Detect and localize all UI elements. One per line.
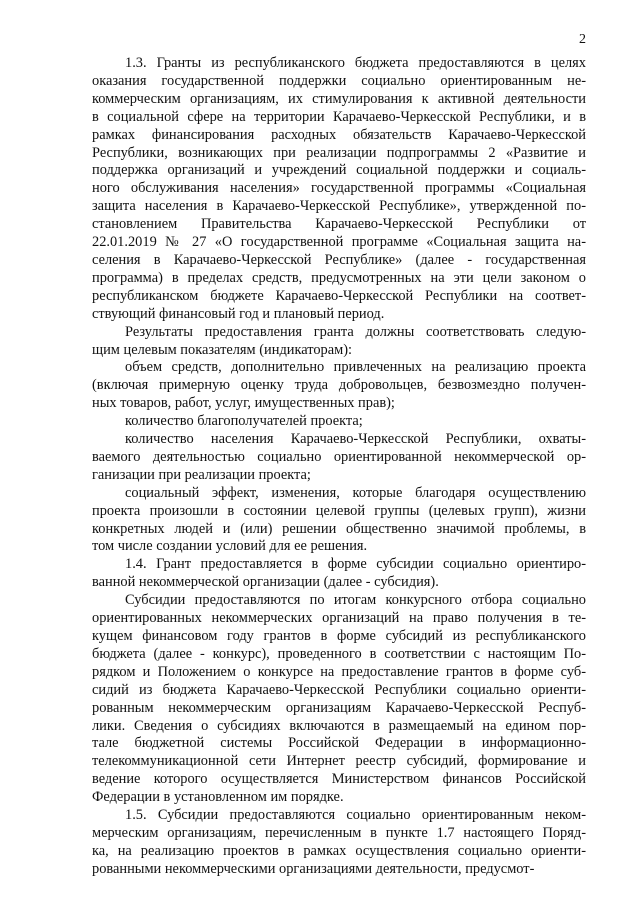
text-line: 1.5. Субсидии предоставляются социально ориентированным неком-: [125, 807, 586, 824]
text-line: мерческим организациям, перечисленным в пункте 1.7 настоящего Поряд-: [92, 824, 586, 841]
text-line: поддержка организаций и учреждений социальной поддержки и социаль-: [92, 162, 586, 179]
text-line: ведение которого осуществляется Министерством финансов Российской: [92, 771, 586, 788]
text-line: бюджета (далее - конкурс), проведенного в соответствии с настоящим По-: [92, 645, 586, 662]
text-line: селения в Карачаево-Черкесской Республике» (далее - государственная: [92, 251, 586, 268]
text-line: оказания государственной поддержки социально ориентированным не-: [92, 72, 586, 89]
text-line: становлением Правительства Карачаево-Черкесской Республики от: [92, 216, 586, 233]
text-line: Республики, возникающих при реализации подпрограммы 2 «Развитие и: [92, 144, 586, 161]
text-line: проекта произошли в состоянии целевой группы (целевых групп), жизни: [92, 502, 586, 519]
paragraph-p-subsidies: [92, 592, 586, 807]
text-line: (включая примерную оценку труда добровольцев, безвозмездно получен-: [92, 377, 586, 394]
paragraph-p-beneficiaries: [92, 413, 586, 431]
paragraph-p-effect: [92, 485, 586, 557]
text-line: социальный эффект, изменения, которые благодаря осуществлению: [125, 484, 586, 501]
text-line: ванной некоммерческой организации (далее - субсидия).: [92, 574, 439, 591]
text-line: ных товаров, работ, услуг, имущественных прав);: [92, 395, 395, 412]
text-line: рядком и Положением о конкурсе на предоставление грантов в форме суб-: [92, 663, 586, 680]
text-line: количество благополучателей проекта;: [125, 413, 363, 430]
text-line: 22.01.2019 № 27 «О государственной программе «Социальная защита на-: [92, 234, 586, 251]
document-body: [92, 55, 586, 879]
text-line: Субсидии предоставляются по итогам конкурсного отбора социально: [125, 592, 586, 609]
text-line: ориентированных некоммерческих организаций на право получения в те-: [92, 610, 586, 627]
text-line: в социальной сфере на территории Карачаево-Черкесской Республики, и в: [92, 108, 586, 125]
text-line: ганизации при реализации проекта;: [92, 466, 311, 483]
paragraph-p-1-5: [92, 807, 586, 879]
text-line: конкретных людей и (или) решении общественно значимой проблемы, в: [92, 520, 586, 537]
text-line: ного обслуживания населения» государственной программы «Социальная: [92, 180, 586, 197]
text-line: количество населения Карачаево-Черкесской Республики, охваты-: [125, 431, 586, 448]
text-line: коммерческим организациям, их стимулирования к активной деятельности: [92, 90, 586, 107]
paragraph-p-results: [92, 324, 586, 360]
page-number: 2: [579, 32, 586, 47]
text-line: ваемого деятельностью социально ориентированной некоммерческой ор-: [92, 448, 586, 465]
paragraph-p-volume: [92, 359, 586, 413]
text-line: Результаты предоставления гранта должны соответствовать следую-: [125, 323, 586, 340]
text-line: том числе создании условий для ее решения.: [92, 538, 368, 555]
text-line: 1.4. Грант предоставляется в форме субсидии социально ориентиро-: [125, 556, 586, 573]
text-line: ка, на реализацию проектов в рамках осуществления социально ориенти-: [92, 842, 586, 859]
text-line: кущем финансовом году грантов в форме субсидий из республиканского: [92, 628, 586, 644]
text-line: щим целевым показателям (индикаторам):: [92, 341, 353, 358]
text-line: республиканском бюджете Карачаево-Черкесской Республики на соответ-: [92, 287, 586, 304]
text-line: сидий из бюджета Карачаево-Черкесской Республики социально ориенти-: [92, 681, 586, 698]
text-line: программа) в пределах средств, предусмотренных на эти цели законом о: [92, 269, 586, 286]
text-line: рамках финансирования расходных обязательств Карачаево-Черкесской: [92, 126, 586, 143]
text-line: телекоммуникационной сети Интернет реестр субсидий, формирование и: [92, 753, 586, 770]
paragraph-p-1-4: [92, 556, 586, 592]
paragraph-p-1-3: [92, 55, 586, 324]
text-line: ствующий финансовый год и плановый период.: [92, 305, 385, 322]
text-line: рованными некоммерческими организациями деятельности, предусмот-: [92, 860, 535, 877]
text-line: рованным некоммерческим организациям Карачаево-Черкесской Респуб-: [92, 699, 586, 716]
text-line: тале бюджетной системы Российской Федерации в информационно-: [92, 735, 586, 752]
text-line: объем средств, дополнительно привлеченных на реализацию проекта: [125, 359, 586, 376]
text-line: лики. Сведения о субсидиях включаются в размещаемый на едином пор-: [92, 717, 586, 734]
text-line: Федерации в установленном им порядке.: [92, 789, 344, 806]
text-line: защита населения в Карачаево-Черкесской Республике», утвержденной по-: [92, 198, 586, 215]
paragraph-p-population: [92, 431, 586, 485]
text-line: 1.3. Гранты из республиканского бюджета предоставляются в целях: [125, 55, 586, 71]
